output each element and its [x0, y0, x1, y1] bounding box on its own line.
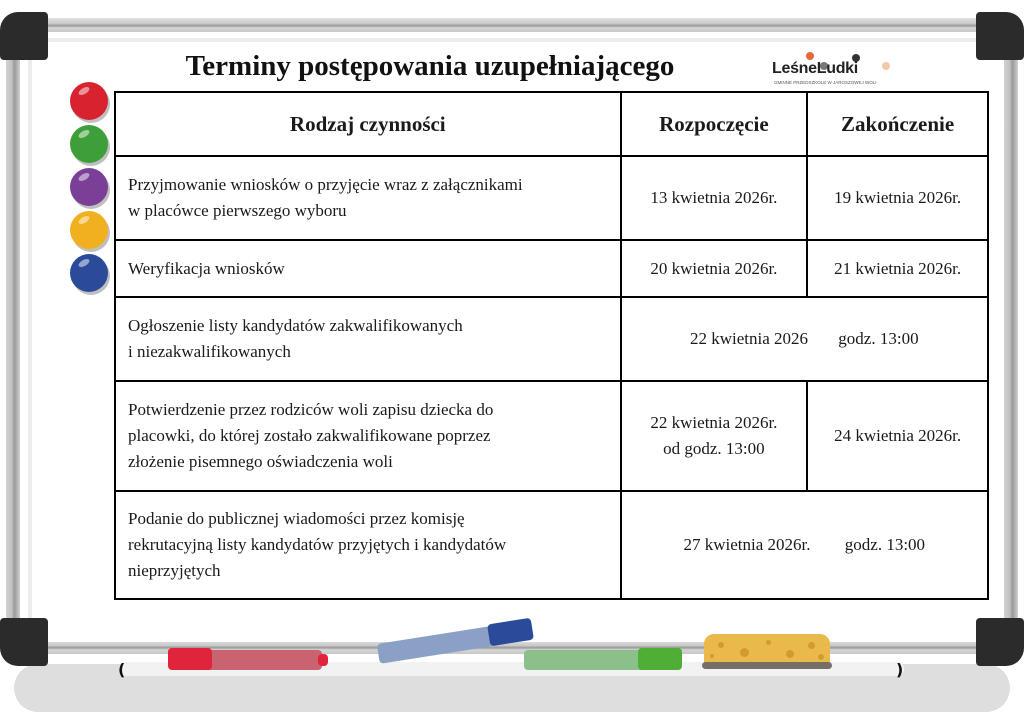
frame-right-rail — [1004, 50, 1018, 630]
logo — [772, 52, 902, 86]
end-date-cell: 19 kwietnia 2026r. — [807, 156, 988, 240]
end-date-cell: 21 kwietnia 2026r. — [807, 240, 988, 297]
logo-subtitle: GMINNE PRZEDSZKOLE W JAROSZOWEJ WOLI — [774, 80, 877, 85]
red-magnet-icon — [70, 82, 108, 120]
header-end: Zakończenie — [807, 92, 988, 156]
frame-corner-bottom-right — [976, 618, 1024, 666]
merged-date: 27 kwietnia 2026r. — [683, 535, 811, 554]
table-row — [115, 297, 988, 381]
yellow-magnet-icon — [70, 211, 108, 249]
table-header-row — [115, 92, 988, 156]
purple-magnet-icon — [70, 168, 108, 206]
merged-time: godz. 13:00 — [844, 535, 926, 554]
activity-cell: Podanie do publicznej wiadomości przez komisję rekrutacyjną listy kandydatów przyjętych i kandydatów nieprzyjętych — [115, 491, 621, 599]
table-row — [115, 156, 988, 240]
logo-kid-icon — [882, 62, 890, 70]
frame-corner-top-left — [0, 12, 48, 60]
start-date-cell: 20 kwietnia 2026r. — [621, 240, 808, 297]
merged-date: 22 kwietnia 2026 — [690, 329, 809, 348]
logo-kid-icon — [806, 52, 814, 60]
activity-cell: Potwierdzenie przez rodziców woli zapisu dziecka do placowki, do której zostało zakwalifikowane poprzez złożenie pisemnego oświadczenia woli — [115, 381, 621, 491]
schedule-table — [114, 91, 989, 600]
header-activity: Rodzaj czynności — [115, 92, 621, 156]
start-date-cell: 13 kwietnia 2026r. — [621, 156, 808, 240]
green-magnet-icon — [70, 125, 108, 163]
frame-left-rail — [6, 50, 20, 630]
merged-time: godz. 13:00 — [838, 329, 919, 348]
tray-end-right: ) — [896, 660, 904, 679]
blue-magnet-icon — [70, 254, 108, 292]
tray-end-left: ( — [118, 660, 126, 679]
activity-cell: Przyjmowanie wniosków o przyjęcie wraz z załącznikami w placówce pierwszego wyboru — [115, 156, 621, 240]
table-row — [115, 240, 988, 297]
frame-top-rail — [40, 18, 984, 32]
table-row — [115, 491, 988, 599]
activity-cell: Ogłoszenie listy kandydatów zakwalifikowanych i niezakwalifikowanych — [115, 297, 621, 381]
logo-text: LeśneLudki — [772, 60, 858, 77]
merged-date-cell — [621, 297, 988, 381]
frame-corner-top-right — [976, 12, 1024, 60]
header-start: Rozpoczęcie — [621, 92, 808, 156]
page-title: Terminy postępowania uzupełniającego — [185, 50, 675, 82]
frame-corner-bottom-left — [0, 618, 48, 666]
end-date-cell: 24 kwietnia 2026r. — [807, 381, 988, 491]
table-row — [115, 381, 988, 491]
start-date-cell: 22 kwietnia 2026r. od godz. 13:00 — [621, 381, 808, 491]
activity-cell: Weryfikacja wniosków — [115, 240, 621, 297]
merged-date-cell — [621, 491, 988, 599]
